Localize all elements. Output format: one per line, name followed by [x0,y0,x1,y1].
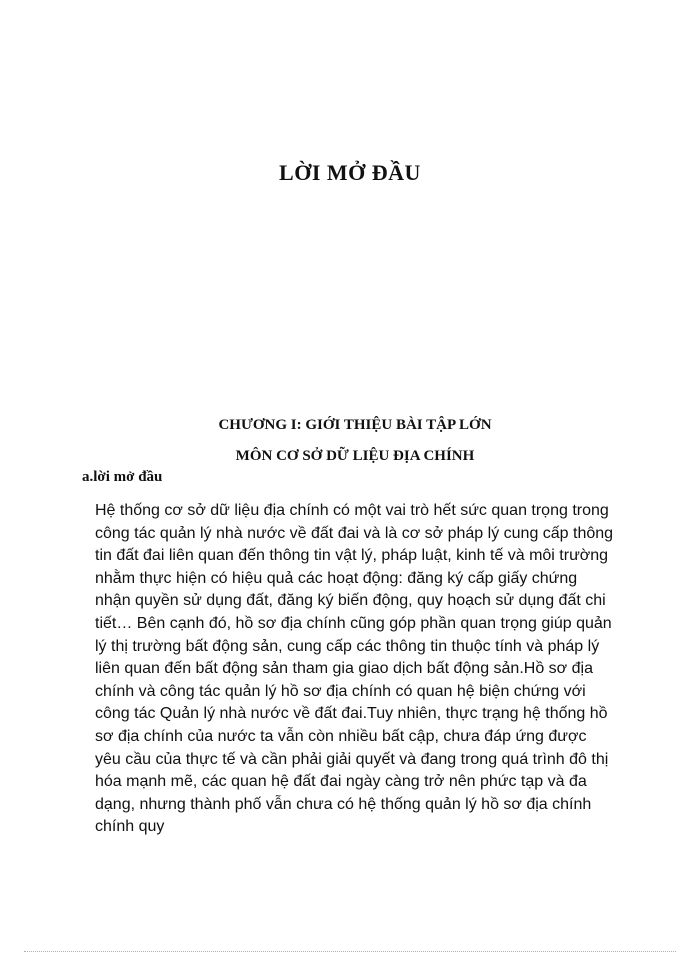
body-line: chính quy [95,818,165,836]
body-line: công tác quản lý nhà nước về đất đai và là cơ sở pháp lý cung cấp thông [95,524,614,542]
chapter-title-line-2: MÔN CƠ SỞ DỮ LIỆU ĐỊA CHÍNH [235,448,475,464]
body-line: sơ địa chính của nước ta vẫn còn nhiều bất cập, chưa đáp ứng được [95,727,587,745]
body-line: tiết… Bên cạnh đó, hồ sơ địa chính cũng góp phần quan trọng giúp quản [95,614,612,632]
body-line: Hệ thống cơ sở dữ liệu địa chính có một vai trò hết sức quan trọng trong [95,502,609,519]
body-line: dạng, nhưng thành phố vẫn chưa có hệ thống quản lý hồ sơ địa chính [95,795,592,813]
section-heading: a.lời mở đầu [82,469,163,485]
page-title: LỜI MỞ ĐẦU [279,160,421,185]
body-line: tin đất đai liên quan đến thông tin vật lý, pháp luật, kinh tế và môi trường [95,547,609,565]
body-line: nhận quyền sử dụng đất, đăng ký biến động, quy hoạch sử dụng đất chi [95,592,606,610]
body-line: công tác Quản lý nhà nước về đất đai.Tuy nhiên, thực trạng hệ thống hồ [95,705,608,723]
chapter-title-line-1: CHƯƠNG I: GIỚI THIỆU BÀI TẬP LỚN [218,417,492,433]
page-bottom-divider [24,951,676,952]
body-line: chính và công tác quản lý hồ sơ địa chính có quan hệ biện chứng với [95,682,586,700]
body-line: nhằm thực hiện có hiệu quả các hoạt động: đăng ký cấp giấy chứng [95,569,578,587]
body-line: liên quan đến bất động sản tham gia giao dịch bất động sản.Hồ sơ địa [95,660,593,678]
body-line: lý thị trường bất động sản, cung cấp các thông tin thuộc tính và pháp lý [95,637,600,655]
body-line: hóa mạnh mẽ, các quan hệ đất đai ngày càng trở nên phức tạp và đa [95,773,587,791]
body-line: yêu cầu của thực tế và cần phải giải quyết và đang trong quá trình đô thị [95,750,609,768]
body-paragraph [95,500,655,839]
